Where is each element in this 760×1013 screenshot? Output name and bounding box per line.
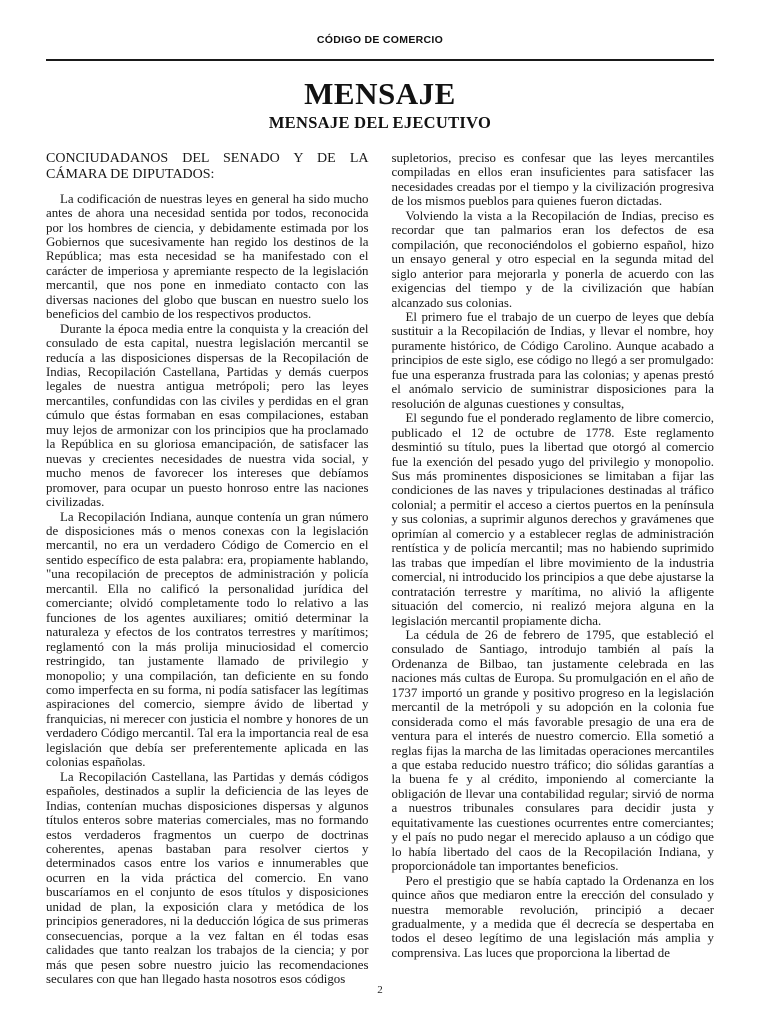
paragraph: La Recopilación Indiana, aunque contenía un gran número de disposiciones más o menos conexas con la legislación mercantil, no era un verdadero Código de Comercio en el sentido específico de esta palabra: era, propiamente hablando, "una recopilación de preceptos de administración y policía mercantil. Ella no calificó la personalidad jurídica del comerciante; olvidó completamente todo lo relativo a las funciones de los agentes auxiliares; omitió determinar la naturaleza y efectos de los contratos terrestres y marítimos; reglamentó con la más prolija minuciosidad el comercio restringido, tan justamente llamado de privilegio y monopolio; y una compilación, tan deficiente en su fondo como imperfecta en su forma, ni podía satisfacer las legítimas aspiraciones del comercio, siempre ávido de libertad y franquicias, ni merecer con justicia el nombre y honores de un verdadero Código mercantil. Tal era la importancia real de esa legislación que debía ser preferentemente aplicada en las colonias españolas. xyxy=(46,509,369,770)
page-subtitle: MENSAJE DEL EJECUTIVO xyxy=(268,113,492,132)
header-rule xyxy=(46,59,714,61)
salutation: CONCIUDADANOS DEL SENADO Y DE LA CÁMARA DE DIPUTADOS: xyxy=(46,151,369,182)
paragraph: Pero el prestigio que se había captado la Ordenanza en los quince años que mediaron entre la erección del consulado y nuestra memorable revolución, principió a decaer gradualmente, y a medida que él decrecía se despertaba en todos el deseo legítimo de una legislación más amplia y comprensiva. Las luces que proporciona la libertad de xyxy=(391,873,714,960)
right-column xyxy=(392,151,715,987)
paragraph: Durante la época media entre la conquista y la creación del consulado de esta capital, nuestra legislación mercantil se reducía a las disposiciones dispersas de la Recopilación de Indias, Recopilación Castellana, Partidas y demás cuerpos legales de nuestra antigua metrópoli; pero las leyes mercantiles, confundidas con las civiles y perdidas en el gran cúmulo que éstas formaban en esas compilaciones, estaban muy lejos de armonizar con los principios que ha proclamado la República en su gloriosa emancipación, de satisfacer las nuevas y crecientes necesidades de nuestra vida social, y mucho menos de favorecer los intereses que debíamos promover, para ocupar un puesto honroso entre las naciones civilizadas. xyxy=(46,321,369,510)
paragraph: El primero fue el trabajo de un cuerpo de leyes que debía sustituir a la Recopilación de Indias, y llevar el nombre, hoy puramente histórico, de Código Carolino. Aunque acabado a principios de este siglo, ese código no llegó a ser promulgado: fue una esperanza frustrada para las colonias; y apenas prestó el anómalo servicio de suministrar disposiciones para la resolución de algunas cuestiones y consultas, xyxy=(391,309,714,411)
paragraph: La Recopilación Castellana, las Partidas y demás códigos españoles, destinados a suplir la deficiencia de las leyes de Indias, contenían muchas disposiciones dispersas y algunos títulos enteros sobre materias comerciales, mas no formando estos verdaderos fragmentos un cuerpo de doctrinas coherentes, apenas bastaban para resolver ciertos y determinados casos entre los varios e innumerables que ocurren en la vida práctica del comercio. En vano buscaríamos en el conjunto de esos títulos y disposiciones unidad de plan, la exposición clara y metódica de los principios generadores, ni la deducción lógica de sus primeras consecuencias, porque a la vez faltan en él todas esas calidades que tanto realzan los trabajos de la ciencia; y por más que pesen sobre nuestro juicio las recomendaciones seculares con que han llegado hasta nosotros esos códigos xyxy=(46,769,369,987)
paragraph: La cédula de 26 de febrero de 1795, que estableció el consulado de Santiago, introdujo también al país la Ordenanza de Bilbao, tan justamente celebrada en las naciones más cultas de Europa. Su promulgación en el año de 1737 importó un grande y positivo progreso en la legislación mercantil de la metrópoli y su adopción en la colonia fue considerada como el más favorable presagio de una era de ventura para el interés de nuestro comercio. Ella sometió a reglas fijas la marcha de las limitadas operaciones mercantiles a que estaba reducido nuestro tráfico; dio sólidas garantías a la buena fe y al crédito, imponiendo al comerciante la obligación de llevar una contabilidad regular; sirvió de norma a nuestros tribunales consulares para decidir justa y equitativamente las cuestiones ocurrentes entre comerciantes; y el país no pudo negar el merecido aplauso a un código que lo había libertado del caos de la Recopilación Indiana, y proporcionádole tan importantes beneficios. xyxy=(391,627,714,874)
running-header-title: CÓDIGO DE COMERCIO xyxy=(316,34,444,46)
page-number: 2 xyxy=(377,984,383,996)
paragraph: La codificación de nuestras leyes en general ha sido mucho antes de ahora una necesidad sentida por todos, reconocida por los hombres de ciencia, y debidamente estimada por los Gobiernos que sucesivamente han regido los destinos de la República; mas esta necesidad se ha manifestado con el carácter de imperiosa y apremiante respecto de la legislación mercantil, que nos pone en inmediato contacto con las diversas naciones del globo que buscan en nuestro suelo los beneficios del cambio de los respectivos productos. xyxy=(46,191,369,322)
paragraph: Volviendo la vista a la Recopilación de Indias, preciso es recordar que tan palmarios eran los defectos de esa compilación, que reconociéndolos el gobierno español, hizo un ensayo general y otro especial en la segunda mitad del siglo anterior para mejorarla y ponerla de acuerdo con las exigencias del tiempo y de la civilización que habían alcanzado sus colonias. xyxy=(391,208,714,310)
paragraph: El segundo fue el ponderado reglamento de libre comercio, publicado el 12 de octubre de 1778. Este reglamento desmintió su título, pues la libertad que otorgó al comercio fue la exención del pesado yugo del privilegio y monopolio. Sus más prominentes disposiciones se limitaban a fijar las condiciones de las naves y tripulaciones destinadas al tráfico colonial; a permitir el acceso a ciertos puertos en la península y sus colonias, a suprimir algunos derechos y gravámenes que oprimían al comercio y a establecer reglas de administración rentística y de policía mercantil; mas no habiendo suprimido las trabas que impedían el libre movimiento de la industria comercial, ni introducido los principios a que debe ajustarse la contratación terrestre y marítima, no alivió la afligente situación del comercio, ni realizó mejora alguna en la legislación mercantil propiamente dicha. xyxy=(391,411,714,628)
page-title: MENSAJE xyxy=(304,76,456,111)
paragraph-continuation: supletorios, preciso es confesar que las leyes mercantiles compiladas en ellos eran insuficientes para satisfacer las necesidades creadas por el tiempo y la civilización progresiva de los mismos pueblos para quienes fueron dictadas. xyxy=(391,151,714,209)
text-columns xyxy=(46,151,714,987)
left-column xyxy=(46,151,369,987)
